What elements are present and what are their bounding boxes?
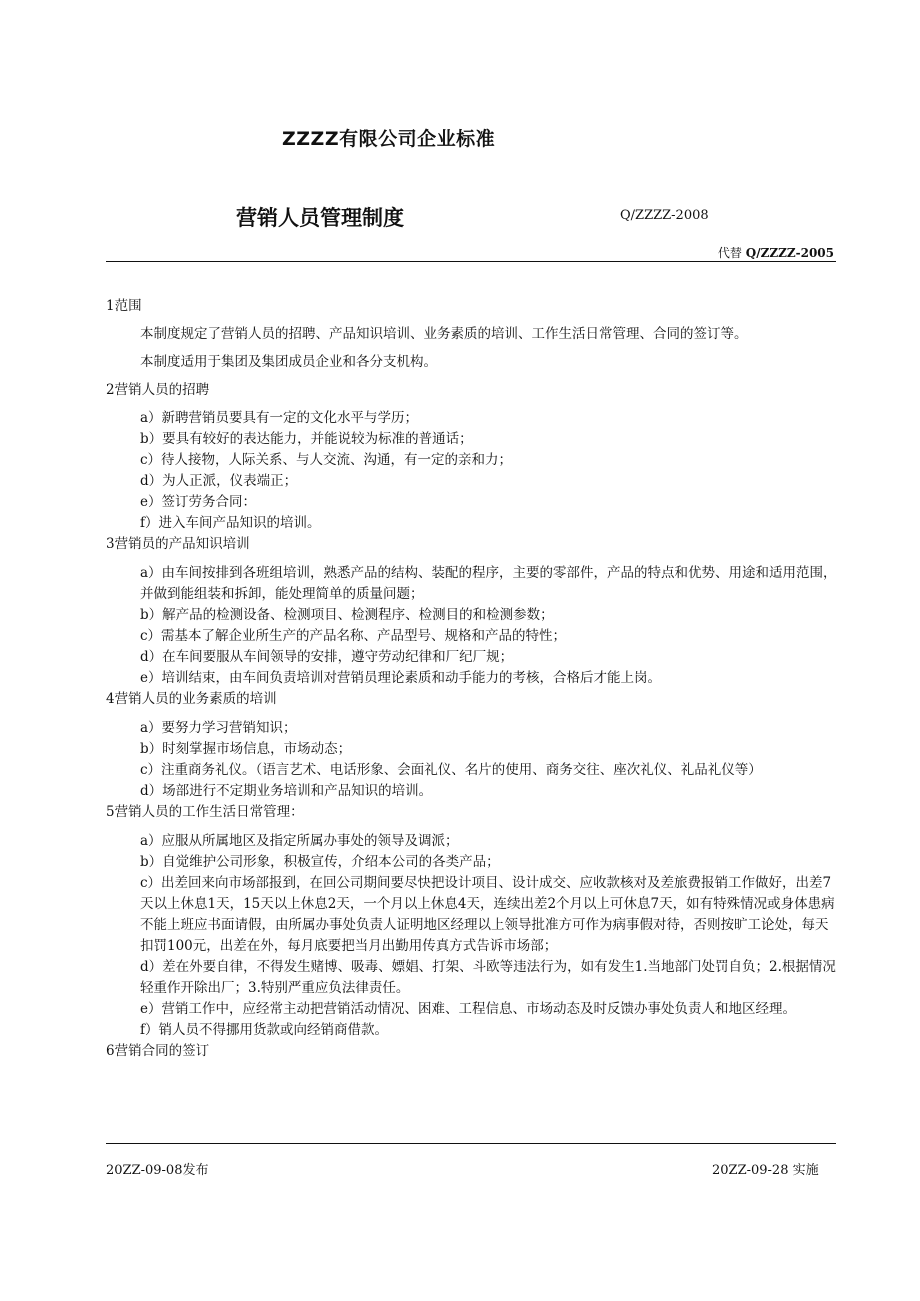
list-item: c）待人接物，人际关系、与人交流、沟通，有一定的亲和力； [140,452,513,468]
effective-date: 20ZZ-09-28 实施 [712,1163,819,1178]
paragraph: 本制度适用于集团及集团成员企业和各分支机构。 [140,354,437,370]
document-body [106,296,840,1062]
list-item: d）为人正派，仪表端正； [140,473,298,489]
replaces-code [718,244,834,261]
list-item: f）销人员不得挪用货款或向经销商借款。 [140,1022,388,1038]
document-code: Q/ZZZZ-2008 [620,208,709,223]
list-item: a）新聘营销员要具有一定的文化水平与学历； [140,410,419,426]
section-heading: 4营销人员的业务素质的培训 [106,691,277,707]
list-item: d）在车间要服从车间领导的安排，遵守劳动纪律和厂纪厂规； [140,649,514,665]
list-item: e）营销工作中，应经常主动把营销活动情况、困难、工程信息、市场动态及时反馈办事处负责人和地区经理。 [140,1001,796,1017]
list-item: d）场部进行不定期业务培训和产品知识的培训。 [140,783,433,799]
list-item: d）差在外要自律，不得发生赌博、吸毒、嫖娼、打架、斗欧等违法行为，如有发生1.当地部门处罚自负；2.根据情况轻重作开除出厂；3.特别严重应负法律责任。 [140,959,836,996]
paragraph: 本制度规定了营销人员的招聘、产品知识培训、业务素质的培训、工作生活日常管理、合同的签订等。 [140,326,748,342]
header-divider [106,261,836,262]
section-heading: 6营销合同的签订 [106,1043,210,1059]
list-item: a）要努力学习营销知识； [140,720,297,736]
list-item: c）需基本了解企业所生产的产品名称、产品型号、规格和产品的特性； [140,628,567,644]
list-item: f）进入车间产品知识的培训。 [140,515,321,531]
list-item: a）由车间按排到各班组培训，熟悉产品的结构、装配的程序，主要的零部件，产品的特点和优势、用途和适用范围，并做到能组装和拆卸，能处理简单的质量问题； [140,565,837,602]
replaces-prefix: 代替 [717,246,742,260]
footer-divider [106,1143,836,1144]
list-item: e）培训结束，由车间负责培训对营销员理论素质和动手能力的考核，合格后才能上岗。 [140,670,661,686]
list-item: b）自觉维护公司形象，积极宣传，介绍本公司的各类产品； [140,854,500,870]
section-heading: 5营销人员的工作生活日常管理： [106,804,304,820]
list-item: e）签订劳务合同： [140,494,256,510]
list-item: b）要具有较好的表达能力，并能说较为标准的普通话； [140,431,473,447]
section-heading: 3营销员的产品知识培训 [106,536,250,552]
list-item: c）出差回来向市场部报到，在回公司期间要尽快把设计项目、设计成交、应收款核对及差旅费报销工作做好，出差7天以上休息1天，15天以上休息2天，一个月以上休息4天，连续出差2个月以上可休息7天，如有特殊情况或身体患病不能上班应书面请假，由所属办事处负责人证明地区经理以上领导批准方可作为病事假对待，否则按旷工论处，每天扣罚100元，出差在外，每月底要把当月出勤用传真方式告诉市场部； [140,875,835,954]
document-title: 营销人员管理制度 [236,206,404,230]
company-standard-title: ZZZZ有限公司企业标准 [282,128,496,150]
list-item: a）应服从所属地区及指定所属办事处的领导及调派； [140,833,459,849]
list-item: c）注重商务礼仪。（语言艺术、电话形象、会面礼仪、名片的使用、商务交往、座次礼仪、礼品礼仪等） [140,762,762,778]
section-heading: 1范围 [106,298,142,314]
section-heading: 2营销人员的招聘 [106,382,210,398]
replaces-code-value: Q/ZZZZ-2005 [745,246,834,260]
issue-date: 20ZZ-09-08发布 [106,1163,209,1178]
list-item: b）解产品的检测设备、检测项目、检测程序、检测目的和检测参数； [140,607,554,623]
list-item: b）时刻掌握市场信息，市场动态； [140,741,352,757]
